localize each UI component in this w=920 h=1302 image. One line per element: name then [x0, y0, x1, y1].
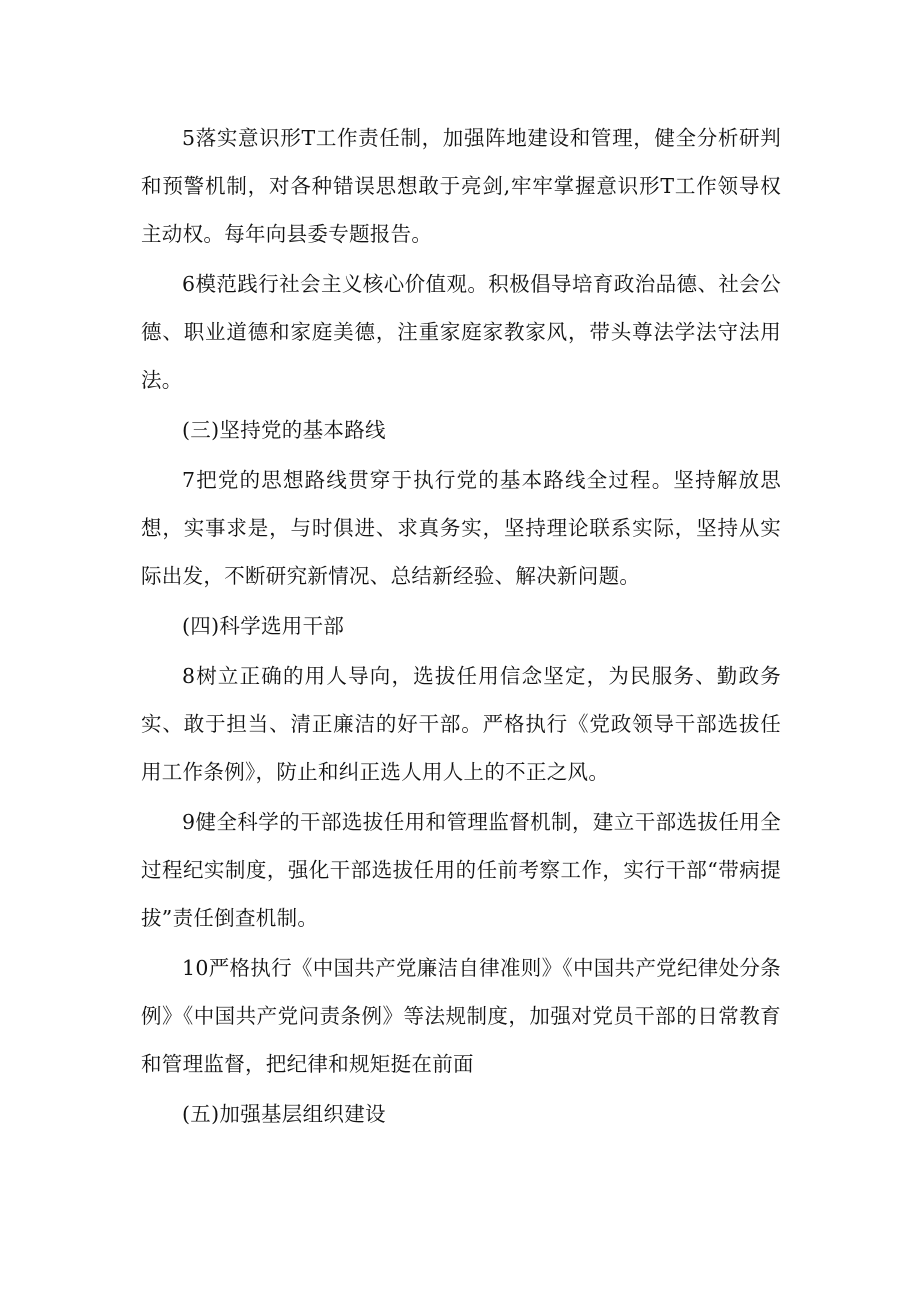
paragraph-7: 7把党的思想路线贯穿于执行党的基本路线全过程。坚持解放思想，实事求是，与时俱进、求真务实，坚持理论联系实际，坚持从实际出发，不断研究新情况、总结新经验、解决新问题。 — [141, 468, 781, 588]
document-body — [141, 114, 781, 1140]
paragraph-9: 9健全科学的干部选拔任用和管理监督机制，建立干部选拔任用全过程纪实制度，强化干部选拔任用的任前考察工作，实行干部“带病提拔”责任倒查机制。 — [141, 810, 781, 930]
paragraph-10: 10严格执行《中国共产党廉洁自律准则》《中国共产党纪律处分条例》《中国共产党问责条例》等法规制度，加强对党员干部的日常教育和管理监督，把纪律和规矩挺在前面 — [141, 956, 781, 1076]
section-heading-3: (三)坚持党的基本路线 — [182, 418, 386, 442]
section-heading-5: (五)加强基层组织建设 — [182, 1102, 386, 1126]
paragraph-8: 8树立正确的用人导向，选拔任用信念坚定，为民服务、勤政务实、敢于担当、清正廉洁的好干部。严格执行《党政领导干部选拔任用工作条例》，防止和纠正选人用人上的不正之风。 — [141, 664, 781, 784]
section-heading-4: (四)科学选用干部 — [182, 614, 345, 638]
paragraph-6: 6模范践行社会主义核心价值观。积极倡导培育政治品德、社会公德、职业道德和家庭美德，注重家庭家教家风，带头尊法学法守法用法。 — [141, 272, 781, 392]
paragraph-5: 5落实意识形T工作责任制，加强阵地建设和管理，健全分析研判和预警机制，对各种错误思想敢于亮剑,牢牢掌握意识形T工作领导权主动权。每年向县委专题报告。 — [141, 126, 781, 246]
